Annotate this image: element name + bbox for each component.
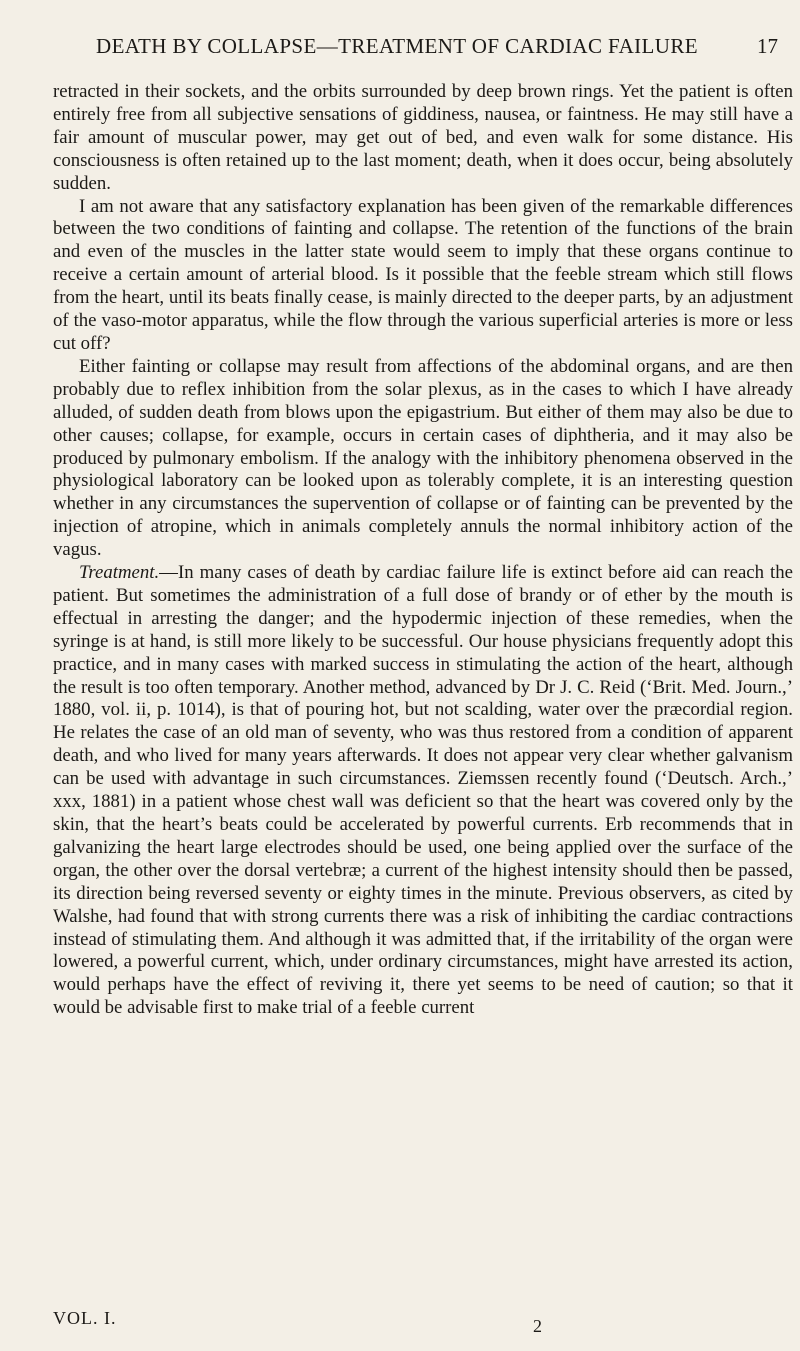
paragraph: retracted in their sockets, and the orbits surrounded by deep brown rings. Yet the patient is often entirely free from all subjective sensations of giddiness, nausea, or faintness. He may still have a fair amount of muscular power, may get out of bed, and even walk for some distance. His consciousness is often retained up to the last moment; death, when it does occur, being absolutely sudden. — [53, 81, 793, 194]
running-title: DEATH BY COLLAPSE—TREATMENT OF CARDIAC FAILURE — [96, 34, 698, 58]
page-footer — [53, 1308, 780, 1338]
page-number: 17 — [757, 34, 778, 58]
paragraph: I am not aware that any satisfactory explanation has been given of the remarkable differences between the two conditions of fainting and collapse. The retention of the functions of the brain and even of the muscles in the latter state would seem to imply that these organs continue to receive a certain amount of arterial blood. Is it possible that the feeble stream which still flows from the heart, until its beats finally cease, is mainly directed to the deeper parts, by an adjustment of the vaso-motor apparatus, while the flow through the various superficial arteries is more or less cut off? — [53, 195, 793, 354]
section-run-in-heading: Treatment. — [79, 562, 160, 584]
volume-signature: VOL. I. — [53, 1308, 117, 1328]
paragraph-text: —In many cases of death by cardiac failure life is extinct before aid can reach the patient. But sometimes the administration of a full dose of brandy or of ether by the mouth is effectual in arresting the danger; and the hypodermic injection of these remedies, when the syringe is at hand, is still more likely to be successful. Our house physicians frequently adopt this practice, and in many cases with marked success in stimulating the action of the heart, although the result is too often temporary. Another method, advanced by Dr J. C. Reid (‘Brit. Med. Journ.,’ 1880, vol. ii, p. 1014), is that of pouring hot, but not scalding, water over the præcordial region. He relates the case of an old man of seventy, who was thus restored from a condition of apparent death, and who lived for many years afterwards. It does not appear very clear whether galvanism can be used with advantage in such circumstances. Ziemssen recently found (‘Deutsch. Arch.,’ xxx, 1881) in a patient whose chest wall was deficient so that the heart was covered only by the skin, that the heart’s beats could be accelerated by powerful currents. Erb recommends that in galvanizing the heart large electrodes should be used, one being applied over the surface of the organ, the other over the dorsal vertebræ; a current of the highest intensity should then be passed, its direction being reversed seventy or eighty times in the minute. Previous observers, as cited by Walshe, had found that with strong currents there was a risk of inhibiting the cardiac contractions instead of stimulating them. And although it was admitted that, if the irritability of the organ were lowered, a powerful current, which, under ordinary circumstances, might have arrested its action, would perhaps have the effect of reviving it, there yet seems to be need of caution; so that it would be advisable first to make trial of a feeble current — [53, 562, 793, 1019]
paragraph: Either fainting or collapse may result from affections of the abdominal organs, and are then probably due to reflex inhibition from the solar plexus, as in the cases to which I have already alluded, of sudden death from blows upon the epigastrium. But either of them may also be due to other causes; collapse, for example, occurs in certain cases of diphtheria, and it may also be produced by pulmonary embolism. If the analogy with the inhibitory phenomena observed in the physiological laboratory can be looked upon as tolerably complete, it is an interesting question whether in any circumstances the supervention of collapse or of fainting can be prevented by the injection of atropine, which in animals completely annuls the normal inhibitory action of the vagus. — [53, 355, 793, 561]
paragraph-treatment — [53, 562, 793, 1020]
gathering-signature: 2 — [533, 1316, 542, 1336]
running-head — [56, 34, 778, 74]
body-text — [53, 81, 793, 1020]
